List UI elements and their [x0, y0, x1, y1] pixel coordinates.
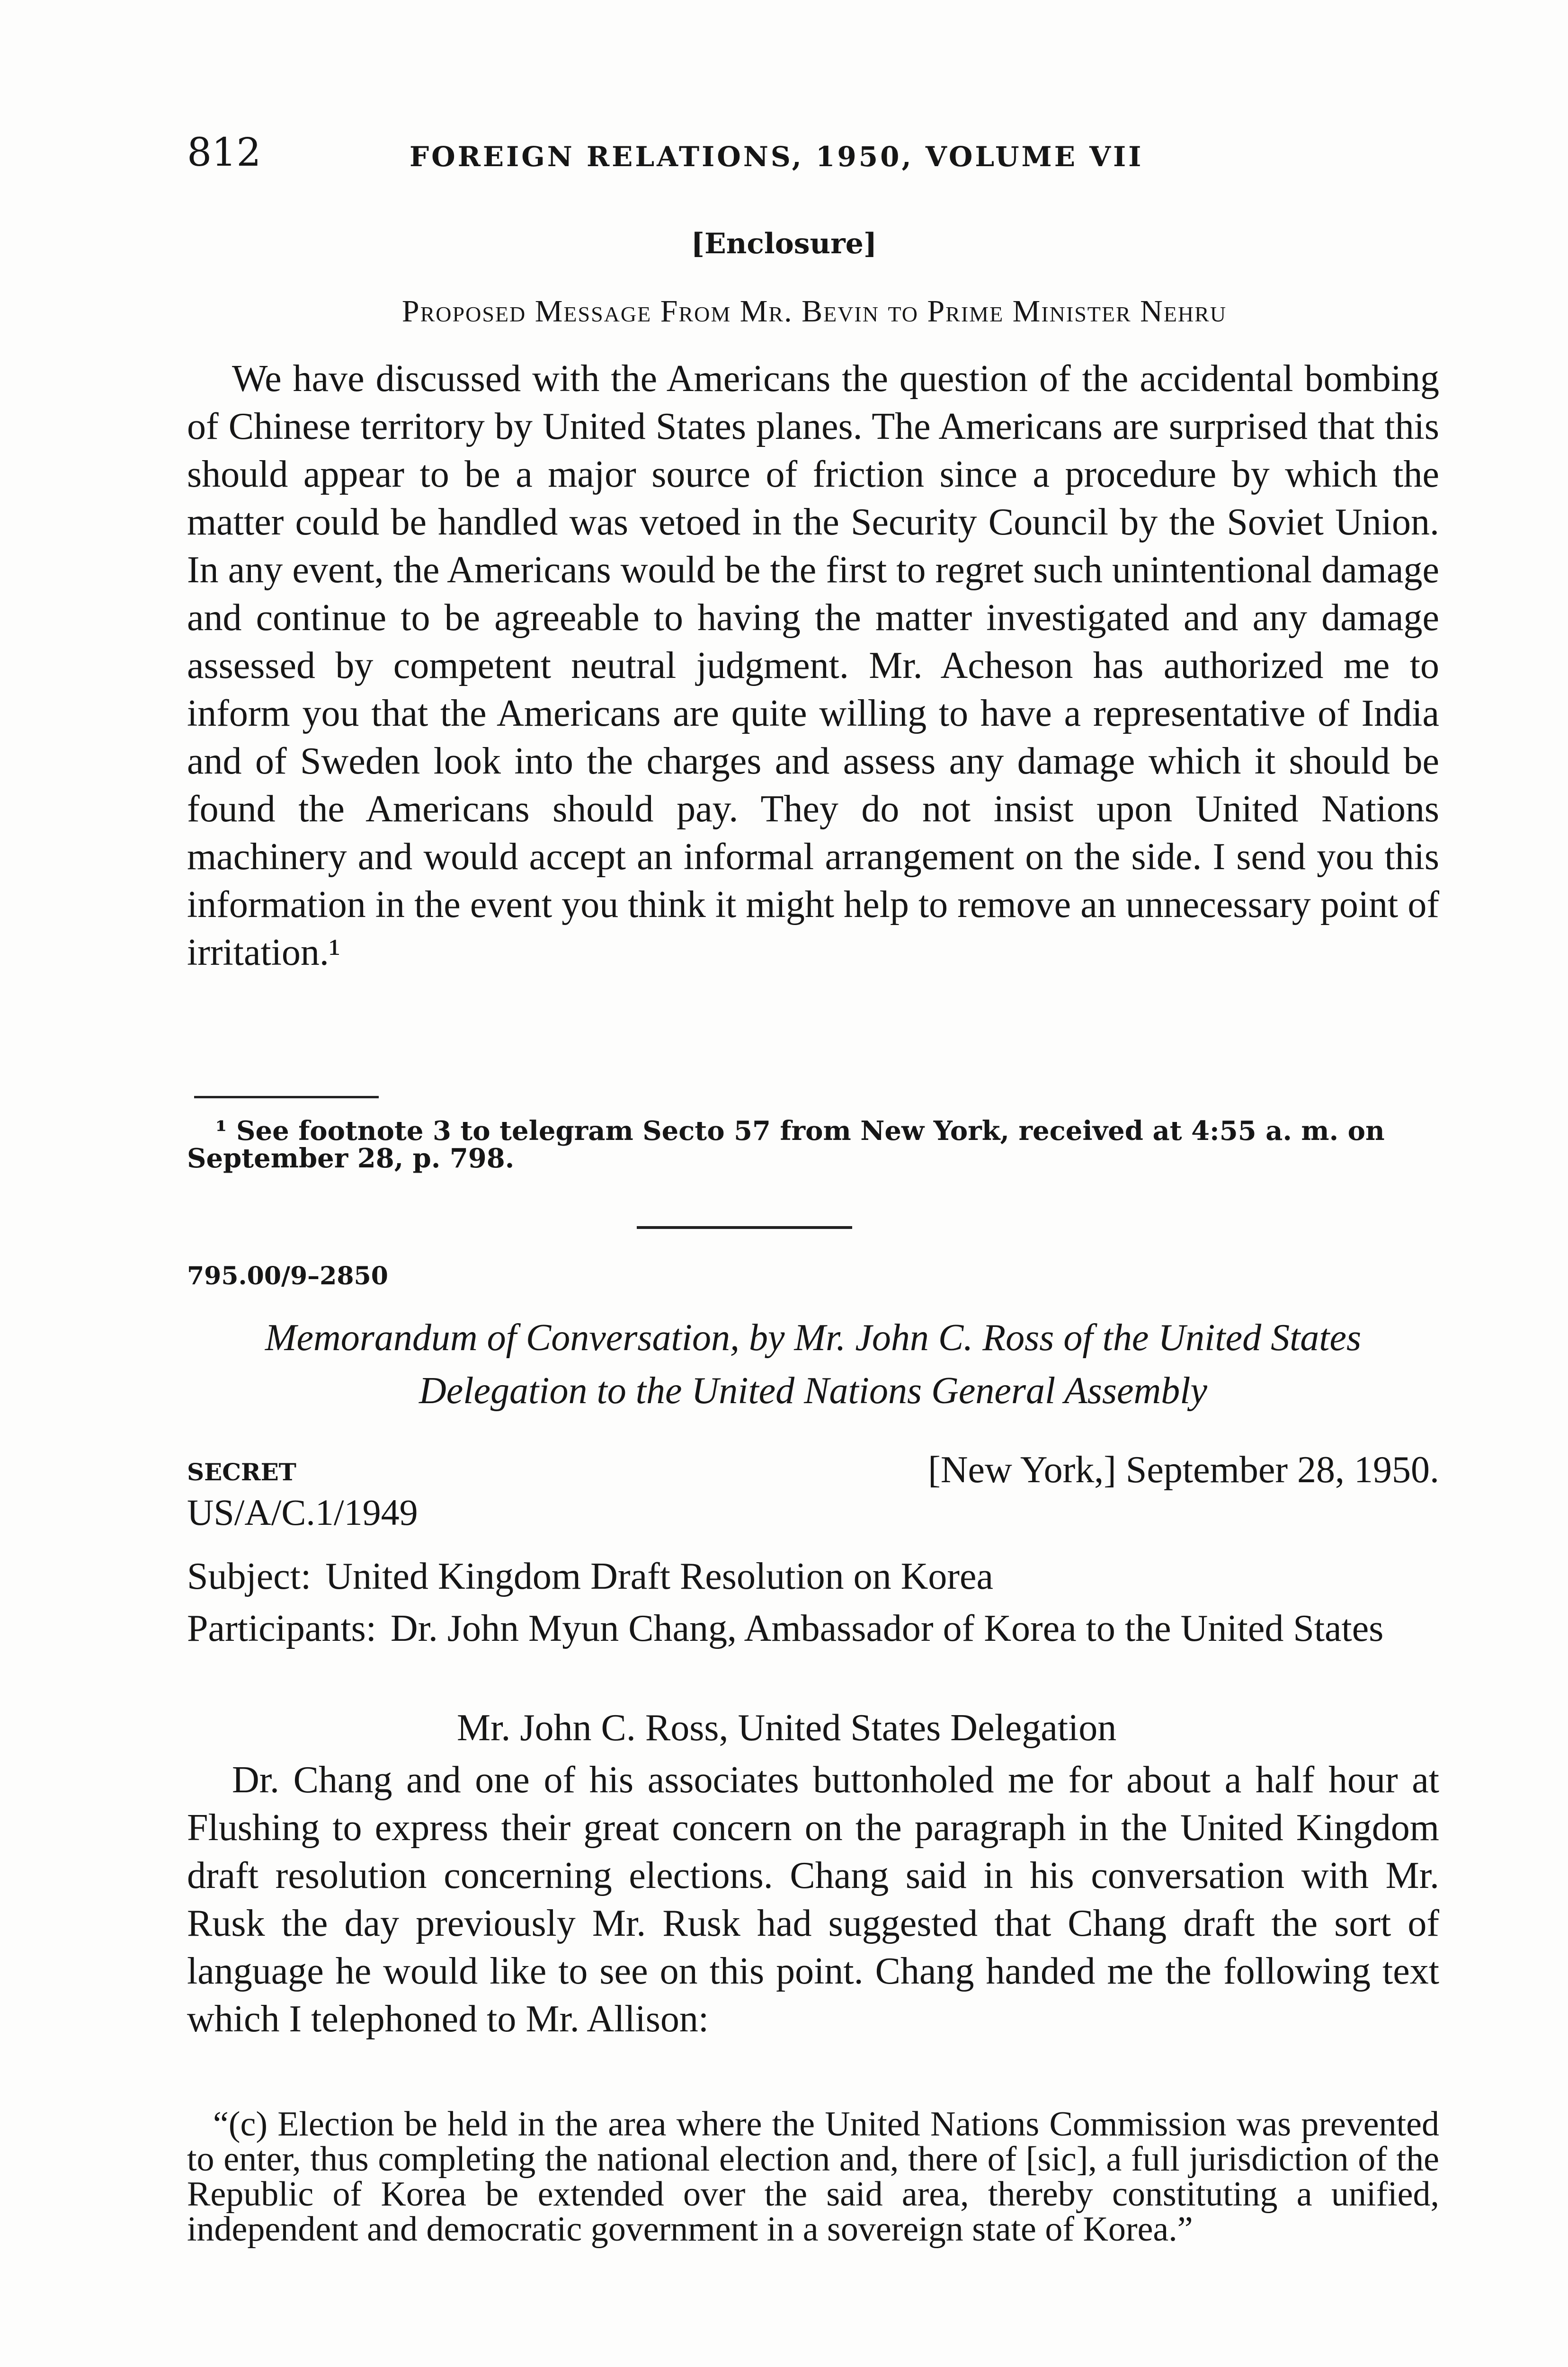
memo-title: Memorandum of Conversation, by Mr. John C. Ross of the United States Delegation to the United Nations General Assembly: [265, 1317, 1362, 1412]
section-separator: [637, 1226, 852, 1229]
footnote: ¹ See footnote 3 to telegram Secto 57 from New York, received at 4:55 a. m. on September 28, p. 798.: [187, 1115, 1385, 1174]
page-header: [187, 130, 1205, 182]
subject-label: Subject:: [187, 1556, 312, 1597]
classification-label: SECRET: [187, 1458, 296, 1486]
subject-text: United Kingdom Draft Resolution on Korea: [325, 1556, 994, 1597]
participants-line: [187, 1607, 1439, 1650]
footnote-rule: [194, 1096, 379, 1098]
message-title: Proposed Message From Mr. Bevin to Prime Minister Nehru: [401, 294, 1227, 329]
participants-label: Participants:: [187, 1608, 376, 1649]
message-body: We have discussed with the Americans the question of the accidental bombing of Chinese territory by United States planes. The Americans are surprised that this should appear to be a major source of friction since a procedure by which the matter could be handled was vetoed in the Security Council by the Soviet Union. In any event, the Americans would be the first to regret such unintentional damage and continue to be agreeable to having the matter investigated and any damage assessed by competent neutral judgment. Mr. Acheson has authorized me to inform you that the Americans are quite willing to have a representative of India and of Sweden look into the charges and assess any damage which it should be found the Americans should pay. They do not insist upon United Nations machinery and would accept an informal arrangement on the side. I send you this information in the event you think it might help to remove an unnecessary point of irritation.¹: [187, 358, 1439, 973]
participant-2: Mr. John C. Ross, United States Delegation: [457, 1707, 1117, 1749]
subject-line: [187, 1555, 993, 1598]
page-number: 812: [187, 130, 261, 175]
running-head: FOREIGN RELATIONS, 1950, VOLUME VII: [410, 141, 1144, 173]
dateline: [New York,] September 28, 1950.: [928, 1449, 1439, 1491]
memo-body: Dr. Chang and one of his associates buttonholed me for about a half hour at Flushing to express their great concern on the paragraph in the United Kingdom draft resolution concerning elections. Chang said in his conversation with Mr. Rusk the day previously Mr. Rusk had suggested that Chang draft the sort of language he would like to see on this point. Chang handed me the following text which I telephoned to Mr. Allison:: [187, 1759, 1439, 2040]
file-number: 795.00/9–2850: [187, 1262, 388, 1290]
quoted-text: “(c) Election be held in the area where the United Nations Commission was prevented to enter, thus completing the national election and, there of [sic], a full jurisdiction of the Republic of Korea be extended over the said area, thereby constituting a unified, independent and democratic government in a sovereign state of Korea.”: [187, 2105, 1439, 2249]
participant-1: Dr. John Myun Chang, Ambassador of Korea to the United States: [390, 1608, 1384, 1649]
document-number: US/A/C.1/1949: [187, 1492, 418, 1533]
enclosure-label: [Enclosure]: [691, 227, 877, 260]
